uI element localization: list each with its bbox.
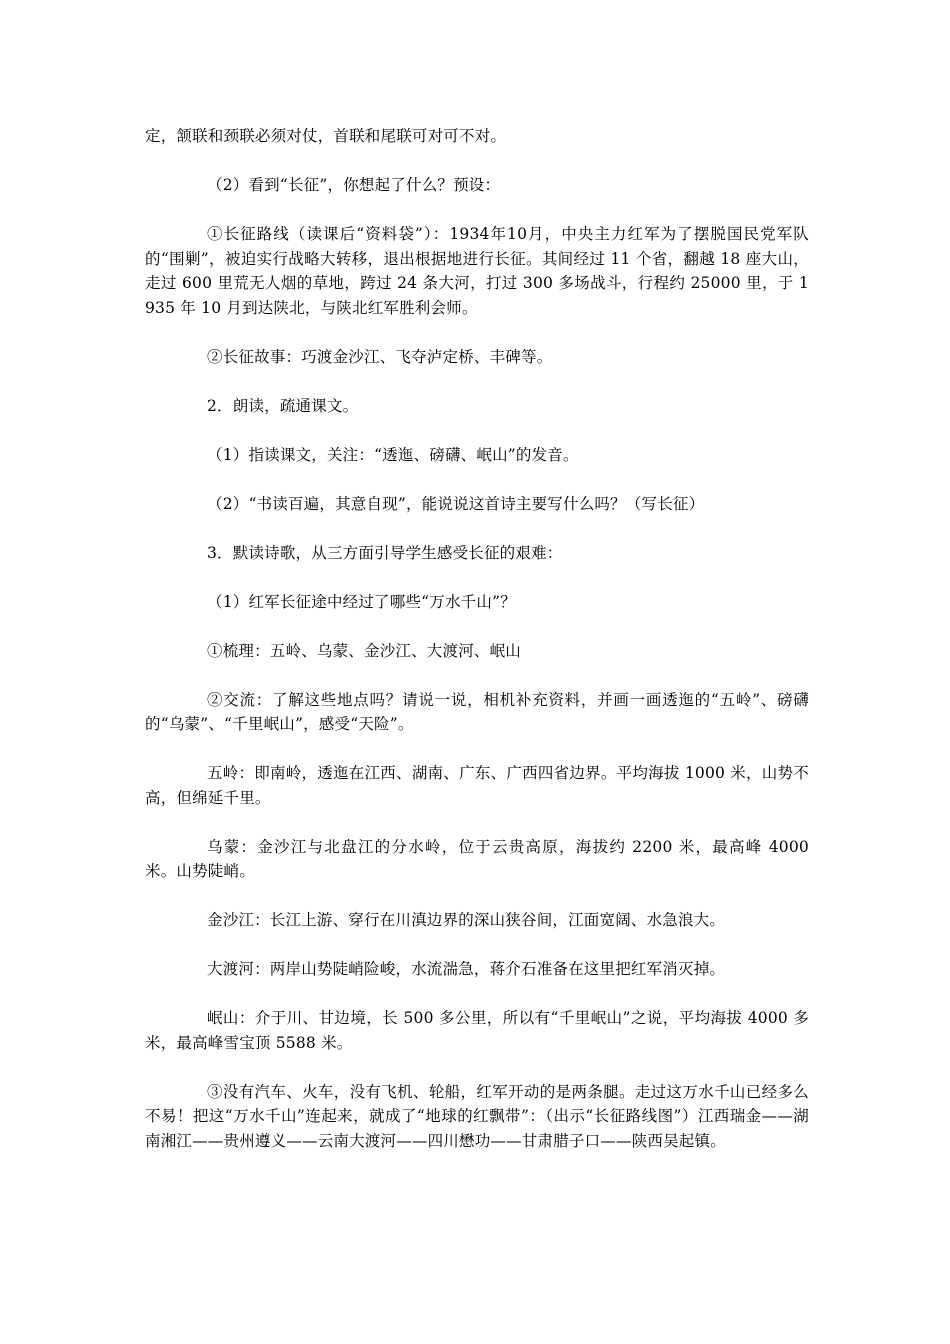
paragraph-rivers-mountains-question: （1）红军长征途中经过了哪些“万水千山”？ (207, 592, 516, 611)
paragraph-min-mountain: 岷山：介于川、甘边境，长 500 多公里，所以有“千里岷山”之说，平均海拔 4000 多米，最高峰雪宝顶 5588 米。 (145, 1009, 809, 1052)
paragraph-wuling: 五岭：即南岭，透迤在江西、湖南、广东、广西四省边界。平均海拔 1000 米，山势不高，但绵延千里。 (145, 764, 809, 807)
paragraph-question-long-march: （2）看到“长征”，你想起了什么？预设： (207, 176, 501, 194)
paragraph-dadu-river: 大渡河：两岸山势陡峭险峻，水流湍急，蒋介石准备在这里把红军消灭掉。 (207, 960, 726, 978)
paragraph-jinsha-river: 金沙江：长江上游、穿行在川滇边界的深山狭谷间，江面宽阔、水急浪大。 (207, 911, 726, 929)
paragraph-exchange-places: ②交流：了解这些地点吗？请说一说，相机补充资料，并画一画透迤的“五岭”、磅礴的“乌蒙”、“千里岷山”，感受“天险”。 (145, 690, 809, 733)
paragraph-long-march-stories: ②长征故事：巧渡金沙江、飞夺泸定桥、丰碑等。 (207, 347, 553, 366)
paragraph-sort-places: ①梳理：五岭、乌蒙、金沙江、大渡河、岷山 (207, 641, 522, 660)
paragraph-wumeng: 乌蒙：金沙江与北盘江的分水岭，位于云贵高原，海拔约 2200 米，最高峰 4000 米。山势陡峭。 (145, 837, 809, 880)
paragraph-long-march-route-map: ③没有汽车、火车，没有飞机、轮船，红军开动的是两条腿。走过这万水千山已经多么不易！把这“万水千山”连起来，就成了“地球的红飘带”：（出示“长征路线图”）江西瑞金——湖南湘江——贵州遵义——云南大渡河——四川懋功——甘肃腊子口——陕西吴起镇。 (145, 1082, 809, 1150)
paragraph-pronunciation: （1）指读课文，关注：“透迤、磅礴、岷山”的发音。 (207, 445, 579, 464)
paragraph-main-idea: （2）“书读百遍，其意自现”，能说说这首诗主要写什么吗？（写长征） (207, 494, 705, 513)
document-body (145, 124, 809, 1153)
paragraph-regulated-verse-rule: 定，颔联和颈联必须对仗，首联和尾联可对可不对。 (145, 127, 507, 145)
paragraph-step-read-aloud: 2．朗读，疏通课文。 (207, 396, 359, 415)
paragraph-step-silent-reading: 3．默读诗歌，从三方面引导学生感受长征的艰难： (207, 543, 563, 562)
paragraph-long-march-route: ①长征路线（读课后“资料袋”）：1934年10月，中央主力红军为了摆脱国民党军队的“围剿”，被迫实行战略大转移，退出根据地进行长征。其间经过 11 个省，翻越 18 座大山，走过 600 里荒无人烟的草地，跨过 24 条大河，打过 300 多场战斗，行程约 25000 里，于 1935 年 10 月到达陕北，与陕北红军胜利会师。 (145, 225, 809, 317)
